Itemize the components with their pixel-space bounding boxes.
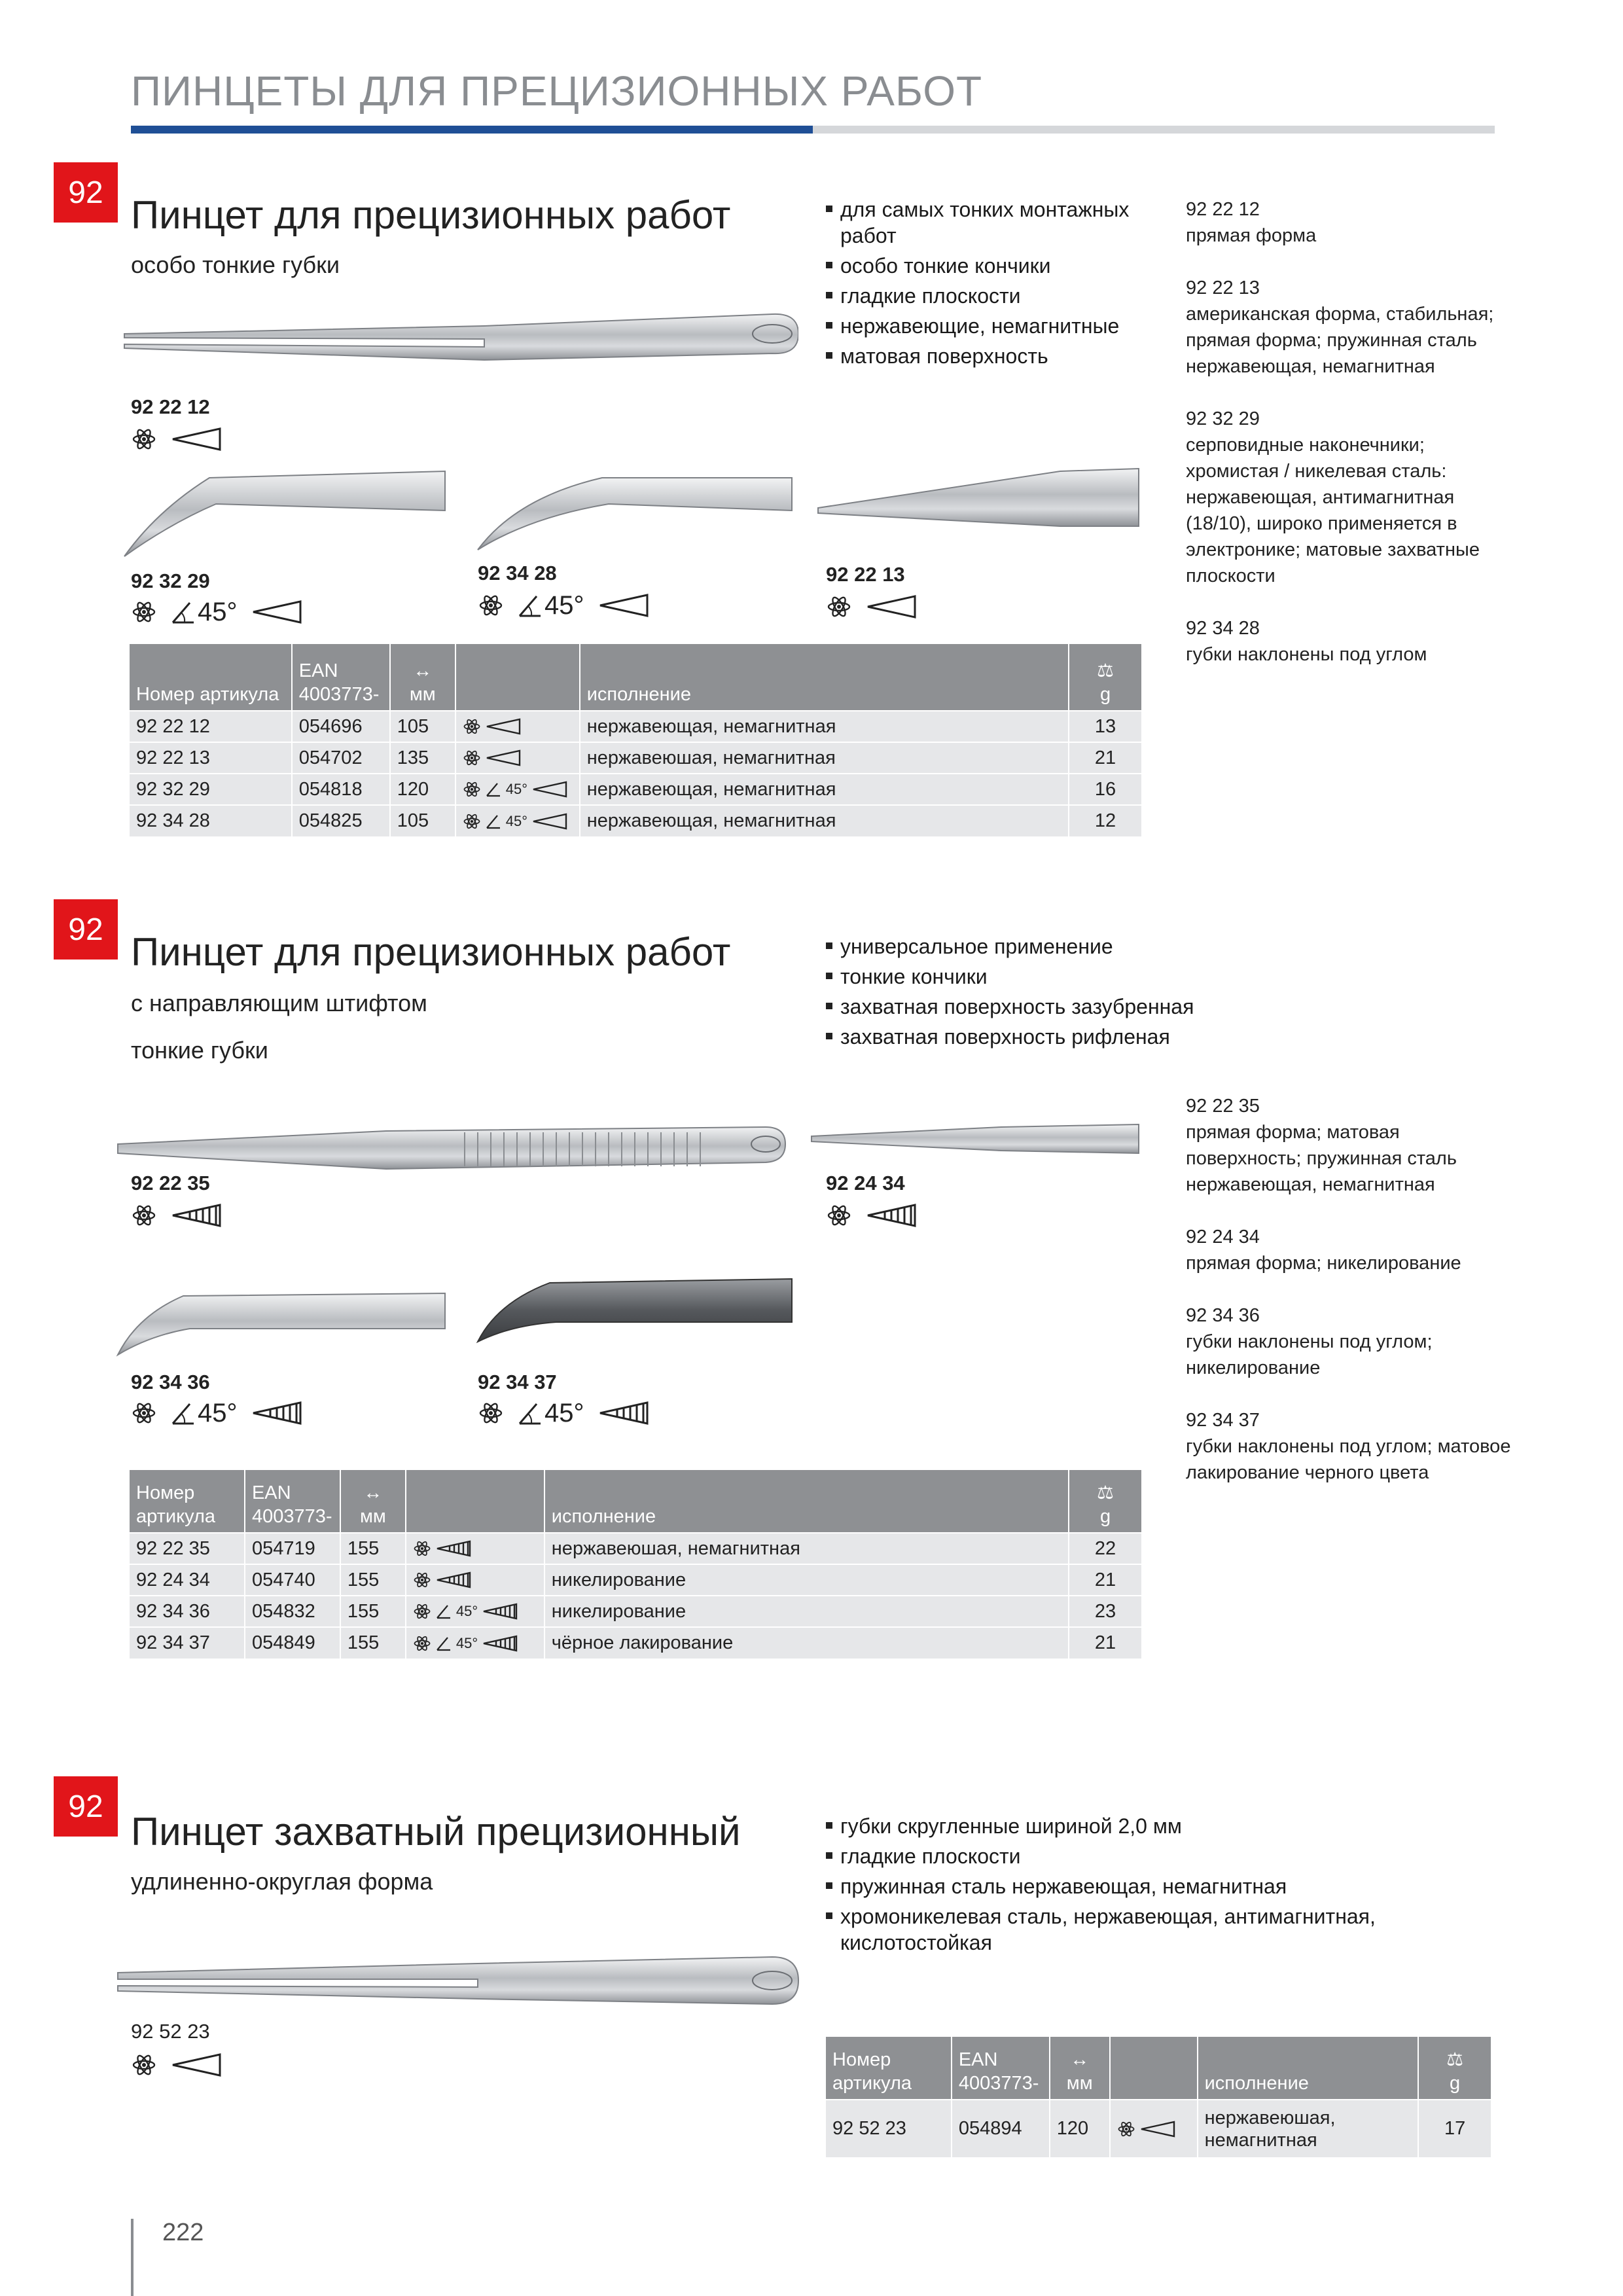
product-subtitle: с направляющим штифтом: [131, 990, 427, 1016]
feature-item: универсальное применение: [826, 933, 1232, 960]
product-icons: [131, 423, 223, 456]
angle-icon: [517, 591, 584, 620]
product-code: 92 34 28: [478, 562, 557, 584]
smooth-jaw-icon: [531, 780, 568, 798]
table-row: [130, 1627, 1142, 1659]
cell-ean: 054825: [292, 805, 390, 836]
table-body: [130, 711, 1142, 836]
cell-article: 92 34 28: [130, 805, 292, 836]
antimagnetic-icon: [413, 1571, 431, 1589]
serrated-jaw-icon: [865, 1202, 918, 1229]
antimagnetic-icon: [131, 1400, 157, 1426]
antimagnetic-icon: [131, 2052, 157, 2078]
title-rule: [813, 126, 1495, 134]
table-row: [130, 805, 1142, 836]
col-length: [1050, 2037, 1110, 2100]
col-finish: исполнение: [544, 1470, 1069, 1533]
antimagnetic-icon: [478, 592, 504, 619]
note: [1186, 1302, 1513, 1381]
ean-label: EAN: [958, 2049, 998, 2070]
article-label: Номер: [136, 1482, 195, 1503]
smooth-jaw-icon: [170, 426, 223, 452]
tweezer-image-923437: [471, 1263, 798, 1355]
cell-weight: 23: [1069, 1596, 1142, 1627]
table-row: [130, 1533, 1142, 1564]
smooth-jaw-icon: [170, 2052, 223, 2078]
angle-value: 45°: [544, 1398, 584, 1427]
spec-table: [130, 1470, 1143, 1659]
cell-angle: 45°: [455, 1634, 478, 1651]
note: [1186, 1407, 1513, 1486]
cell-icons: [1110, 2100, 1198, 2157]
col-article: Номер артикула: [130, 644, 292, 711]
note: [1186, 196, 1513, 249]
product-title: Пинцет захватный прецизионный: [131, 1810, 741, 1854]
angle-value: 45°: [198, 597, 238, 626]
product-subtitle: удлиненно-округлая форма: [131, 1868, 433, 1895]
product-code: 92 34 36: [131, 1371, 210, 1393]
cell-length: 155: [340, 1564, 406, 1596]
col-icons: [406, 1470, 544, 1533]
cell-weight: 22: [1069, 1533, 1142, 1564]
note: [1186, 1093, 1513, 1198]
cell-finish: нержавеющая, немагнитная: [580, 805, 1069, 836]
table-body: [826, 2100, 1491, 2157]
cell-weight: 21: [1069, 1564, 1142, 1596]
page-number: 222: [162, 2219, 204, 2246]
feature-item: захватная поверхность рифленая: [826, 1024, 1232, 1050]
feature-item: особо тонкие кончики: [826, 253, 1166, 279]
smooth-jaw-icon: [485, 717, 522, 736]
product-code: 92 22 13: [826, 563, 905, 586]
feature-list: [826, 1813, 1454, 1960]
cell-article: 92 34 36: [130, 1596, 245, 1627]
note-code: 92 22 12: [1186, 199, 1260, 220]
product-icons: [131, 2049, 223, 2081]
cell-ean: 054719: [245, 1533, 340, 1564]
cell-ean: 054894: [952, 2100, 1050, 2157]
table-row: [130, 742, 1142, 774]
cell-finish: нержавеющая, немагнитная: [580, 774, 1069, 805]
tweezer-image-922213: [812, 458, 1145, 537]
angle-icon: [517, 1399, 584, 1428]
cell-length: 120: [1050, 2100, 1110, 2157]
title-rule-accent: [131, 126, 813, 134]
cell-article: 92 52 23: [826, 2100, 952, 2157]
serrated-jaw-icon: [435, 1539, 472, 1558]
product-subtitle: особо тонкие губки: [131, 251, 340, 278]
antimagnetic-icon: [131, 599, 157, 625]
footer-rule: [131, 2219, 134, 2296]
length-unit: мм: [409, 684, 436, 705]
note-desc: губки наклонены под углом: [1186, 644, 1427, 665]
cell-length: 155: [340, 1596, 406, 1627]
angle-value: 45°: [544, 590, 584, 620]
note-desc: прямая форма; матовая поверхность; пружинная сталь нержавеющая, немагнитная: [1186, 1122, 1457, 1195]
serrated-jaw-icon: [170, 1202, 223, 1229]
note: [1186, 1224, 1513, 1276]
ean-label: EAN: [251, 1482, 291, 1503]
serrated-jaw-icon: [251, 1400, 303, 1426]
angle-icon: [170, 598, 238, 627]
col-icons: [1110, 2037, 1198, 2100]
feature-item: захватная поверхность зазубренная: [826, 994, 1232, 1020]
cell-article: 92 24 34: [130, 1564, 245, 1596]
ean-prefix: 4003773-: [298, 684, 380, 705]
cell-ean: 054740: [245, 1564, 340, 1596]
cell-ean: 054702: [292, 742, 390, 774]
col-article: [826, 2037, 952, 2100]
col-ean: [245, 1470, 340, 1533]
scale-icon: ⚖: [1097, 660, 1115, 681]
section-badge: 92: [54, 162, 118, 223]
feature-item: для самых тонких монтажных работ: [826, 196, 1166, 249]
table-row: [130, 711, 1142, 742]
note-desc: прямая форма: [1186, 225, 1317, 246]
product-icons: [131, 1397, 303, 1429]
cell-finish: нержавеюшая, немагнитная: [1198, 2100, 1419, 2157]
tweezer-image-922235: [111, 1113, 792, 1185]
note-code: 92 24 34: [1186, 1227, 1260, 1247]
note-code: 92 32 29: [1186, 408, 1260, 429]
smooth-jaw-icon: [251, 599, 303, 625]
col-ean: [952, 2037, 1050, 2100]
col-weight: [1069, 1470, 1142, 1533]
col-article: [130, 1470, 245, 1533]
angle-value: 45°: [198, 1398, 238, 1427]
cell-angle: 45°: [505, 812, 527, 829]
serrated-jaw-icon: [482, 1602, 518, 1621]
antimagnetic-icon: [826, 594, 852, 620]
length-arrow-icon: ↔: [363, 1482, 383, 1503]
note: [1186, 275, 1513, 380]
smooth-jaw-icon: [485, 749, 522, 767]
feature-item: хромоникелевая сталь, нержавеющая, антимагнитная, кислотостойкая: [826, 1903, 1454, 1956]
antimagnetic-icon: [1117, 2120, 1135, 2138]
feature-item: гладкие плоскости: [826, 1843, 1454, 1869]
cell-ean: 054818: [292, 774, 390, 805]
cell-article: 92 22 13: [130, 742, 292, 774]
article-label: артикула: [832, 2073, 912, 2094]
angle-icon: [170, 1399, 238, 1428]
smooth-jaw-icon: [531, 812, 568, 831]
feature-item: гладкие плоскости: [826, 283, 1166, 309]
product-notes: [1186, 196, 1513, 694]
table-row: [130, 1596, 1142, 1627]
tweezer-image-922434: [805, 1113, 1145, 1165]
scale-icon: ⚖: [1446, 2049, 1464, 2070]
antimagnetic-icon: [478, 1400, 504, 1426]
cell-length: 105: [390, 711, 455, 742]
note-desc: прямая форма; никелирование: [1186, 1253, 1461, 1274]
note-desc: губки наклонены под углом; никелирование: [1186, 1331, 1433, 1378]
cell-ean: 054849: [245, 1627, 340, 1659]
spec-table: [130, 644, 1143, 836]
cell-weight: 21: [1069, 1627, 1142, 1659]
serrated-jaw-icon: [482, 1634, 518, 1653]
note: [1186, 406, 1513, 589]
col-ean: [292, 644, 390, 711]
cell-length: 155: [340, 1533, 406, 1564]
note-code: 92 34 36: [1186, 1305, 1260, 1326]
feature-item: нержавеющие, немагнитные: [826, 313, 1166, 339]
weight-unit: g: [1450, 2073, 1461, 2094]
cell-length: 135: [390, 742, 455, 774]
ean-prefix: 4003773-: [251, 1506, 332, 1527]
product-code: 92 22 12: [131, 395, 210, 418]
cell-finish: нержавеющая, немагнитная: [580, 711, 1069, 742]
ean-label: EAN: [298, 660, 338, 681]
feature-item: матовая поверхность: [826, 343, 1166, 369]
cell-finish: никелирование: [544, 1564, 1069, 1596]
antimagnetic-icon: [131, 426, 157, 452]
product-code: 92 32 29: [131, 569, 210, 592]
length-unit: мм: [359, 1506, 386, 1527]
tweezer-image-925223: [111, 1944, 805, 2022]
angle-icon: [435, 1603, 452, 1620]
cell-finish: никелирование: [544, 1596, 1069, 1627]
cell-length: 105: [390, 805, 455, 836]
cell-ean: 054696: [292, 711, 390, 742]
article-label: артикула: [136, 1506, 216, 1527]
col-length: [340, 1470, 406, 1533]
product-code: 92 22 35: [131, 1172, 210, 1194]
col-icons: [455, 644, 580, 711]
cell-icons: [455, 774, 580, 805]
weight-unit: g: [1099, 1506, 1111, 1527]
cell-icons: [406, 1627, 544, 1659]
product-title: Пинцет для прецизионных работ: [131, 193, 731, 237]
feature-item: губки скругленные шириной 2,0 мм: [826, 1813, 1454, 1839]
product-code: 92 34 37: [478, 1371, 557, 1393]
antimagnetic-icon: [131, 1202, 157, 1229]
antimagnetic-icon: [413, 1634, 431, 1653]
feature-item: пружинная сталь нержавеющая, немагнитная: [826, 1873, 1454, 1899]
note-desc: американская форма, стабильная; прямая форма; пружинная сталь нержавеющая, немагнитная: [1186, 304, 1494, 377]
product-title: Пинцет для прецизионных работ: [131, 930, 731, 974]
spec-table: [826, 2037, 1492, 2157]
col-weight: [1069, 644, 1142, 711]
note-code: 92 22 13: [1186, 278, 1260, 298]
weight-unit: g: [1099, 684, 1111, 705]
antimagnetic-icon: [463, 812, 481, 831]
page-title: ПИНЦЕТЫ ДЛЯ ПРЕЦИЗИОННЫХ РАБОТ: [131, 67, 983, 115]
smooth-jaw-icon: [1139, 2120, 1176, 2138]
cell-icons: [406, 1596, 544, 1627]
cell-article: 92 22 12: [130, 711, 292, 742]
col-finish: исполнение: [580, 644, 1069, 711]
section-badge: 92: [54, 899, 118, 960]
cell-icons: [455, 742, 580, 774]
cell-article: 92 34 37: [130, 1627, 245, 1659]
product-subtitle: тонкие губки: [131, 1037, 268, 1064]
smooth-jaw-icon: [865, 594, 918, 620]
cell-weight: 16: [1069, 774, 1142, 805]
cell-weight: 13: [1069, 711, 1142, 742]
product-notes: [1186, 1093, 1513, 1512]
tweezer-image-923436: [111, 1270, 452, 1361]
product-icons: [478, 589, 650, 622]
cell-article: 92 32 29: [130, 774, 292, 805]
table-row: [130, 1564, 1142, 1596]
antimagnetic-icon: [463, 780, 481, 798]
section-badge: 92: [54, 1776, 118, 1837]
antimagnetic-icon: [463, 717, 481, 736]
serrated-jaw-icon: [435, 1571, 472, 1589]
col-length: [390, 644, 455, 711]
col-finish: исполнение: [1198, 2037, 1419, 2100]
tweezer-image-922212: [118, 308, 798, 406]
note-code: 92 34 37: [1186, 1410, 1260, 1431]
note-desc: губки наклонены под углом; матовое лакирование черного цвета: [1186, 1436, 1511, 1483]
length-unit: мм: [1066, 2073, 1093, 2094]
cell-icons: [455, 805, 580, 836]
cell-weight: 12: [1069, 805, 1142, 836]
antimagnetic-icon: [826, 1202, 852, 1229]
scale-icon: ⚖: [1097, 1482, 1115, 1503]
product-icons: [826, 590, 918, 623]
cell-angle: 45°: [505, 781, 527, 797]
note: [1186, 615, 1513, 668]
cell-finish: чёрное лакирование: [544, 1627, 1069, 1659]
product-icons: [131, 596, 303, 628]
col-weight: [1418, 2037, 1491, 2100]
cell-icons: [406, 1564, 544, 1596]
table-body: [130, 1533, 1142, 1659]
ean-prefix: 4003773-: [958, 2073, 1039, 2094]
cell-finish: нержавеюшая, немагнитная: [580, 742, 1069, 774]
cell-weight: 17: [1418, 2100, 1491, 2157]
cell-length: 155: [340, 1627, 406, 1659]
product-code: 92 24 34: [826, 1172, 905, 1194]
tweezer-image-923229: [118, 458, 452, 563]
antimagnetic-icon: [413, 1602, 431, 1621]
article-label: Номер: [832, 2049, 891, 2070]
table-row: [826, 2100, 1491, 2157]
antimagnetic-icon: [413, 1539, 431, 1558]
note-code: 92 22 35: [1186, 1096, 1260, 1117]
smooth-jaw-icon: [597, 592, 650, 619]
feature-list: [826, 196, 1166, 373]
angle-icon: [435, 1635, 452, 1652]
tweezer-image-923428: [471, 458, 798, 563]
angle-icon: [485, 813, 502, 830]
angle-icon: [485, 781, 502, 798]
cell-article: 92 22 35: [130, 1533, 245, 1564]
feature-item: тонкие кончики: [826, 963, 1232, 990]
antimagnetic-icon: [463, 749, 481, 767]
product-icons: [131, 1199, 223, 1232]
serrated-jaw-icon: [597, 1400, 650, 1426]
product-icons: [826, 1199, 918, 1232]
cell-icons: [406, 1533, 544, 1564]
cell-icons: [455, 711, 580, 742]
cell-angle: 45°: [455, 1603, 478, 1619]
product-code: 92 52 23: [131, 2020, 210, 2043]
table-row: [130, 774, 1142, 805]
cell-finish: нержавеюшая, немагнитная: [544, 1533, 1069, 1564]
note-desc: серповидные наконечники; хромистая / никелевая сталь: нержавеющая, антимагнитная (18/10), широко применяется в электронике; матовые захватные плоскости: [1186, 435, 1480, 586]
note-code: 92 34 28: [1186, 618, 1260, 639]
length-arrow-icon: ↔: [413, 660, 433, 681]
length-arrow-icon: ↔: [1070, 2049, 1090, 2070]
cell-weight: 21: [1069, 742, 1142, 774]
feature-list: [826, 933, 1232, 1054]
cell-length: 120: [390, 774, 455, 805]
product-icons: [478, 1397, 650, 1429]
cell-ean: 054832: [245, 1596, 340, 1627]
